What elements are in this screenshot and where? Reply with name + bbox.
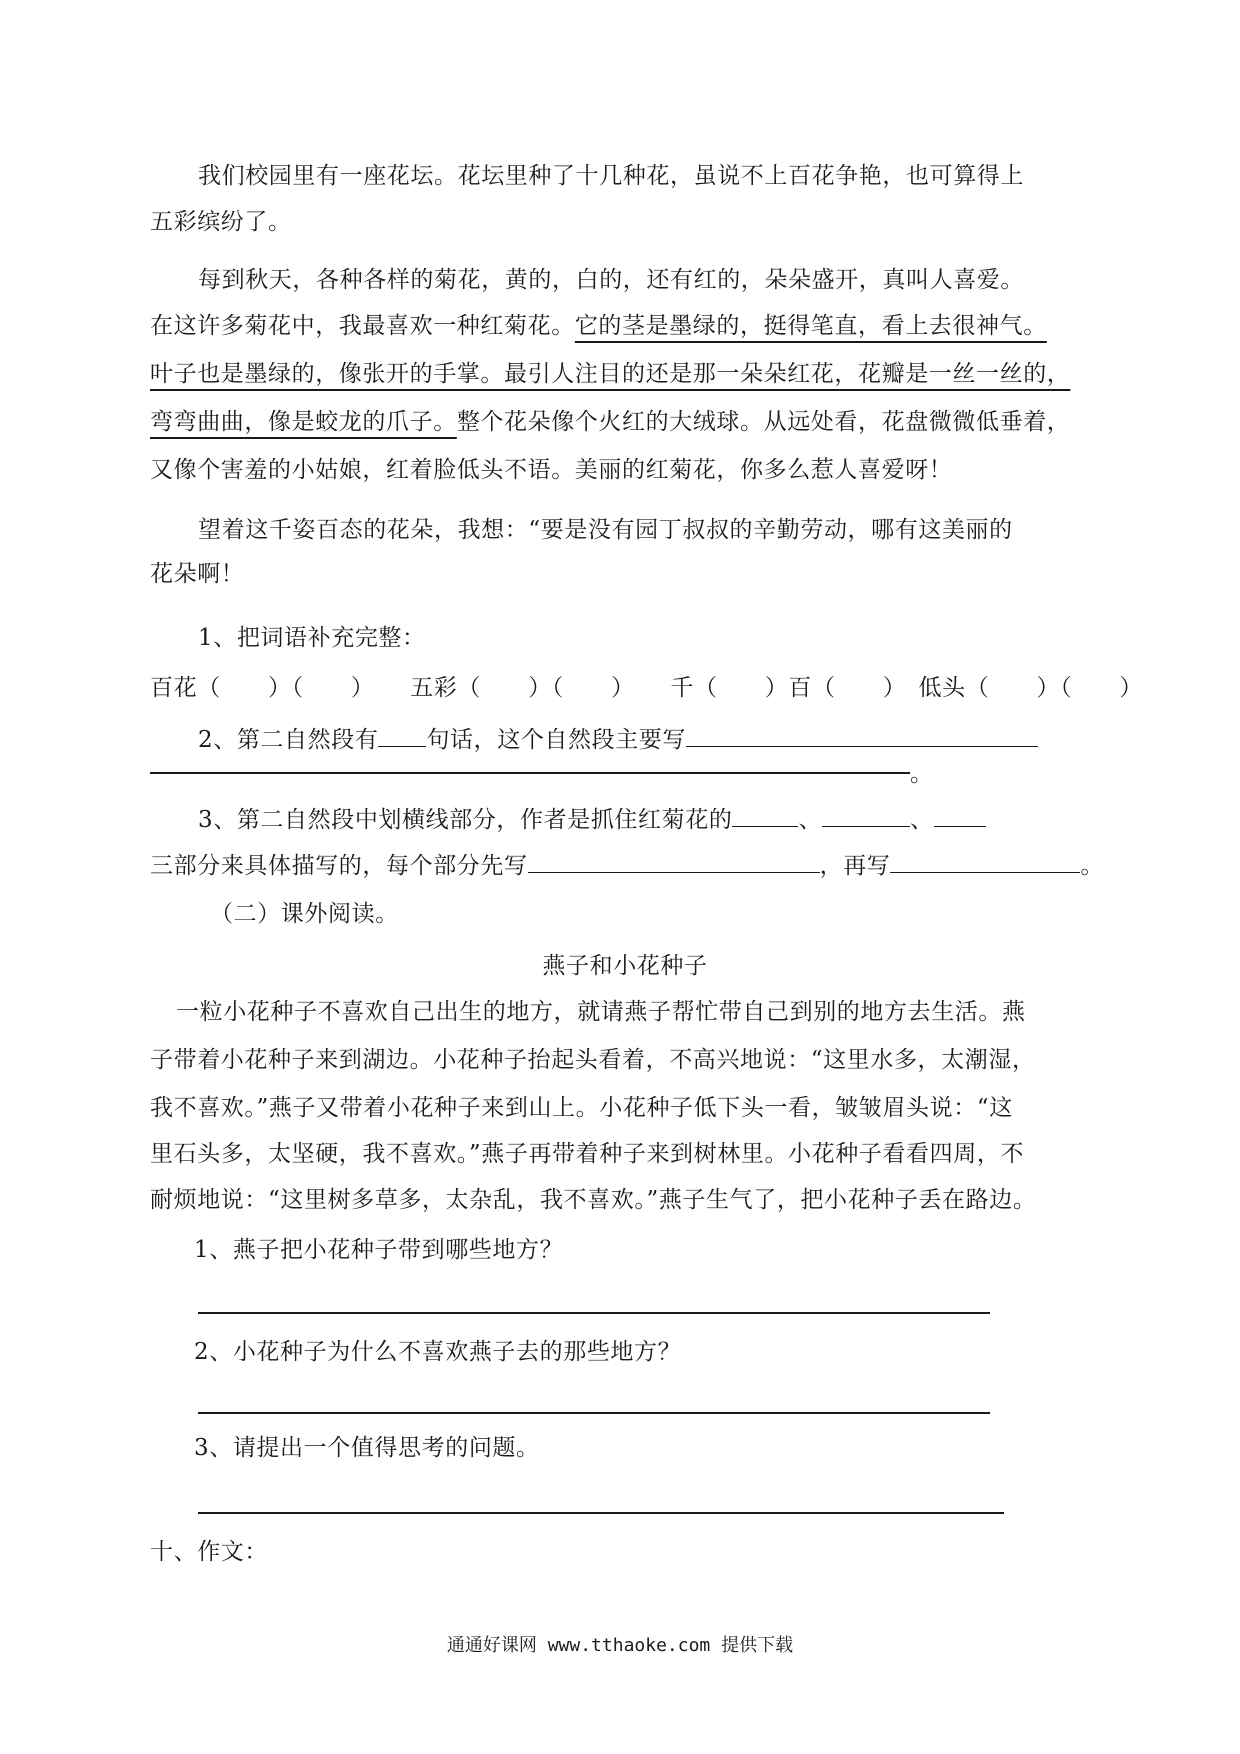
p2-line-2-plain: 在这许多菊花中，我最喜欢一种红菊花。 (150, 313, 575, 339)
answer-blank[interactable] (732, 800, 798, 827)
answer-blank[interactable] (686, 720, 1038, 747)
section-10-heading: 十、作文： (150, 1539, 268, 1565)
story-question-3: 3、请提出一个值得思考的问题。 (194, 1435, 540, 1461)
answer-blank[interactable] (934, 800, 986, 827)
story-question-2: 2、小花种子为什么不喜欢燕子去的那些地方？ (194, 1339, 682, 1365)
question-1-3-text-c: ，再写 (819, 853, 891, 879)
p3-line-1: 望着这千姿百态的花朵，我想：“要是没有园丁叔叔的辛勤劳动，哪有这美丽的 (198, 517, 1013, 543)
question-1-2 (198, 716, 1100, 764)
p2-line-1: 每到秋天，各种各样的菊花，黄的，白的，还有红的，朵朵盛开，真叫人喜爱。 (198, 267, 1024, 293)
answer-blank[interactable] (528, 846, 820, 873)
p2-line-4-underlined: 弯弯曲曲，像是蛟龙的爪子。 (150, 409, 457, 435)
question-1-3-text-a: 3、第二自然段中划横线部分，作者是抓住红菊花的 (198, 807, 733, 833)
question-1-1: 1、把词语补充完整： (198, 625, 426, 651)
story-line-5: 耐烦地说：“这里树多草多，太杂乱，我不喜欢。”燕子生气了，把小花种子丢在路边。 (150, 1187, 1037, 1213)
answer-line[interactable] (198, 1512, 1004, 1514)
p2-line-2 (150, 302, 1100, 350)
question-1-2-text-a: 2、第二自然段有 (198, 727, 379, 753)
p2-line-5: 又像个害羞的小姑娘，红着脸低头不语。美丽的红菊花，你多么惹人喜爱呀！ (150, 457, 953, 483)
separator: 、 (798, 807, 823, 833)
story-line-2: 子带着小花种子来到湖边。小花种子抬起头看着，不高兴地说：“这里水多，太潮湿， (150, 1047, 1036, 1073)
p2-line-4-plain: 整个花朵像个火红的大绒球。从远处看，花盘微微低垂着， (456, 409, 1071, 435)
story-line-3: 我不喜欢。”燕子又带着小花种子来到山上。小花种子低下头一看，皱皱眉头说：“这 (150, 1095, 1013, 1121)
question-1-3-text-b: 三部分来具体描写的，每个部分先写 (150, 853, 528, 879)
p3-line-2: 花朵啊！ (150, 561, 245, 587)
answer-blank[interactable] (822, 800, 910, 827)
question-1-3-end: 。 (1080, 853, 1105, 879)
separator: 、 (910, 807, 934, 833)
p1-line-1: 我们校园里有一座花坛。花坛里种了十几种花，虽说不上百花争艳，也可算得上 (198, 163, 1024, 189)
p1-line-2: 五彩缤纷了。 (150, 209, 292, 235)
answer-blank[interactable] (378, 720, 426, 747)
question-1-1-items: 百花（ ）（ ） 五彩（ ）（ ） 千（ ）百（ ） 低头（ ）（ ） (150, 675, 1143, 701)
answer-blank[interactable] (890, 846, 1080, 873)
footer-watermark: 通通好课网 www.tthaoke.com 提供下载 (446, 1635, 794, 1656)
story-line-4: 里石头多，太坚硬，我不喜欢。”燕子再带着种子来到树林里。小花种子看看四周，不 (150, 1141, 1025, 1167)
question-1-3-line-2 (150, 842, 1105, 890)
question-1-2-end: 。 (910, 761, 934, 787)
question-1-2-text-b: 句话，这个自然段主要写 (426, 727, 687, 753)
section-2-heading: （二）课外阅读。 (210, 901, 399, 927)
answer-line[interactable] (198, 1312, 990, 1314)
answer-line[interactable] (198, 1412, 990, 1414)
question-1-3 (198, 796, 1100, 844)
p2-line-2-underlined: 它的茎是墨绿的，挺得笔直，看上去很神气。 (574, 313, 1047, 339)
answer-line[interactable] (150, 772, 910, 774)
story-question-1: 1、燕子把小花种子带到哪些地方？ (194, 1237, 564, 1263)
p2-line-3-underlined: 叶子也是墨绿的，像张开的手掌。最引人注目的还是那一朵朵红花，花瓣是一丝一丝的， (150, 361, 1071, 387)
story-title: 燕子和小花种子 (542, 953, 708, 979)
p2-line-4 (150, 398, 1100, 446)
story-line-1: 一粒小花种子不喜欢自己出生的地方，就请燕子帮忙带自己到别的地方去生活。燕 (176, 999, 1026, 1025)
